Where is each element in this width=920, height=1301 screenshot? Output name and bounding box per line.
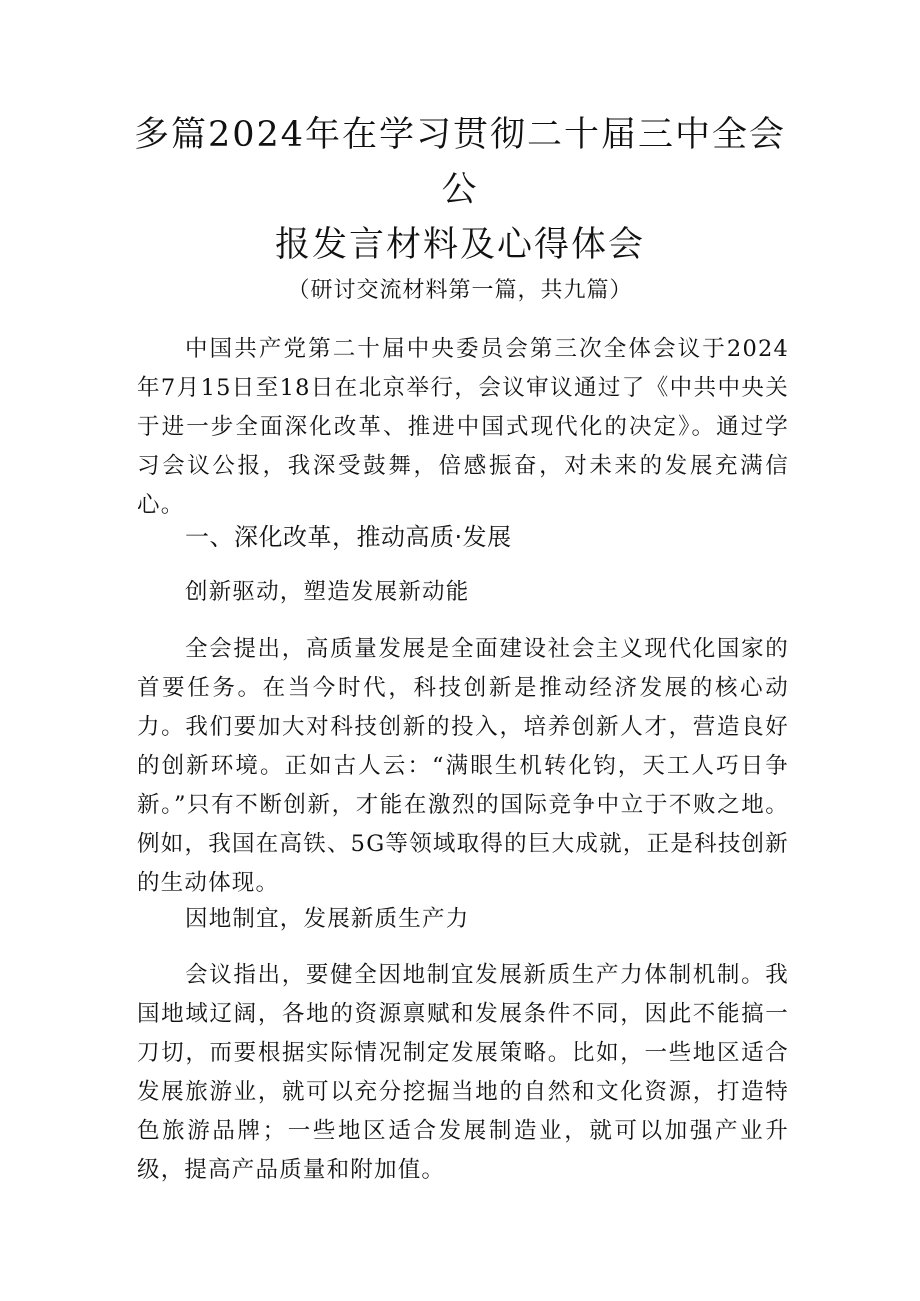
local-conditions-paragraph: 会议指出，要健全因地制宜发展新质生产力体制机制。我国地域辽阔，各地的资源禀赋和发展条件不同，因此不能搞一刀切，而要根据实际情况制定发展策略。比如，一些地区适合发展旅游业，就可以充分挖掘当地的自然和文化资源，打造特色旅游品牌；一些地区适合发展制造业，就可以加强产业升级，提高产品质量和附加值。 (137, 962, 789, 1183)
subsection-title-innovation: 创新驱动，塑造发展新动能 (185, 579, 470, 605)
intro-paragraph: 中国共产党第二十届中央委员会第三次全体会议于2024年7月15日至18日在北京举行，会议审议通过了《中共中央关于进一步全面深化改革、推进中国式现代化的决定》。通过学习会议公报，我深受鼓舞，倍感振奋，对未来的发展充满信心。 (137, 336, 789, 518)
innovation-paragraph: 全会提出，高质量发展是全面建设社会主义现代化国家的首要任务。在当今时代，科技创新是推动经济发展的核心动力。我们要加大对科技创新的投入，培养创新人才，营造良好的创新环境。正如古人云：“满眼生机转化钧，天工人巧日争新。”只有不断创新，才能在激烈的国际竞争中立于不败之地。例如，我国在高铁、5G等领域取得的巨大成就，正是科技创新的生动体现。 (137, 636, 789, 896)
document-title-line-2: 报发言材料及心得体会 (274, 225, 645, 265)
subsection-title-local-conditions: 因地制宜，发展新质生产力 (185, 906, 470, 932)
document-title (120, 108, 800, 273)
section-heading: 一、深化改革，推动高质·发展 (185, 523, 512, 551)
document-title-line-1: 多篇2024年在学习贯彻二十届三中全会公 (133, 115, 787, 210)
document-subtitle: （研讨交流材料第一篇，共九篇） (287, 278, 633, 303)
